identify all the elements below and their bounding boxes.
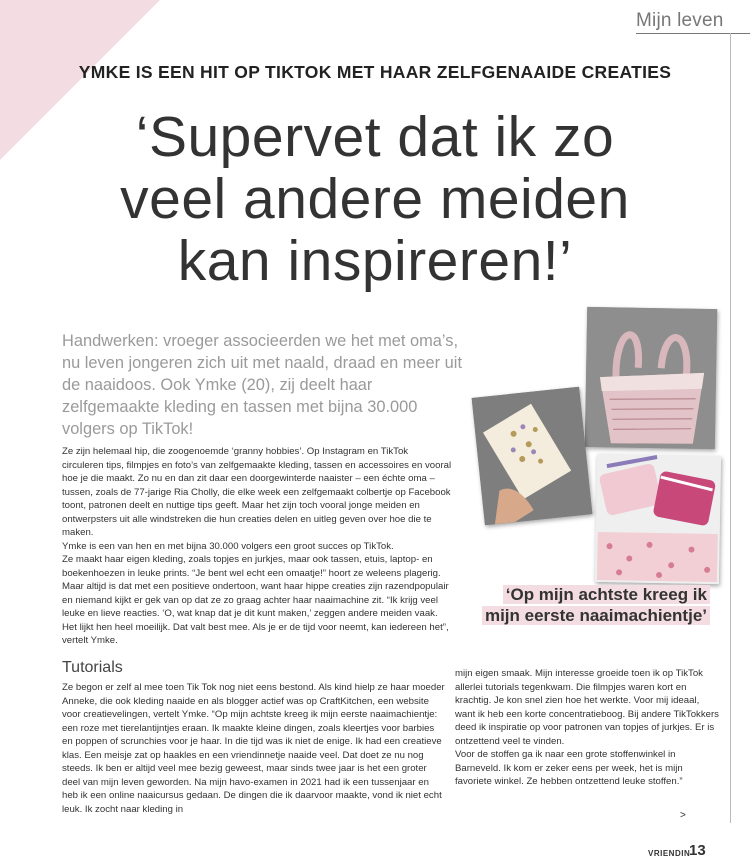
book-cover-illustration [472,387,593,526]
body-paragraph: Ze begon er zelf al mee toen Tik Tok nog niet eens bestond. Als kind hielp ze haar moeder Anneke, die ook kleding naaide en als blogger actief was op CraftKitchen, een website voor creatievelingen, vertelt Ymke. “Op mijn achtste kreeg ik mijn eerste naaimachientje: een roze met tierelantijntjes eraan. Ik maakte kleine dingen, zoals kleertjes voor barbies en poppen of scrunchies voor je haar. In die tijd was ik niet de enige. Ik had een creatieve klas. Een meisje zat op haakles en een vriendinnetje naaide veel. Dat doet ze nu nog steeds. Ik ben er altijd veel mee bezig geweest, maar sinds twee jaar is het een groter deel van mijn leven geworden. Na mijn havo-examen in 2021 had ik een tussenjaar en heb ik een online naaicursus gedaan. De dingen die ik daarvoor maakte, vond ik niet echt leuk. Ik zocht naar kleding in [62,682,445,815]
article-column-left [62,681,447,816]
headline-line: veel andere meiden [120,167,630,231]
continue-arrow: > [680,810,686,821]
magazine-name: VRIENDIN [648,849,691,858]
section-rubric: Mijn leven [636,10,724,31]
headline-line: ‘Supervet dat ik zo [135,105,615,169]
article-headline [20,106,730,292]
body-paragraph: Voor de stoffen ga ik naar een grote stoffenwinkel in Barneveld. Ik kom er zeker eens per week, het is mijn favoriete winkel. Ze hebben ontzettend leuke stoffen.” [455,749,683,787]
tote-bag-illustration [585,307,717,449]
article-kicker: YMKE IS EEN HIT OP TIKTOK MET HAAR ZELFGENAAIDE CREATIES [78,62,672,82]
page-edge-line [730,33,731,823]
body-paragraph: mijn eigen smaak. Mijn interesse groeide toen ik op TikTok allerlei tutorials tegenkwam. Die filmpjes waren kort en krachtig. Je kon snel zien hoe het werkte. Voor mij ideaal, want ik heb een korte concentratieboog. Bij andere TikTokkers deed ik inspiratie op voor patronen van topjes of jurkjes. Er is ontzettend veel te vinden. [455,668,719,747]
pull-quote [470,584,710,626]
section-subhead: Tutorials [62,659,123,676]
photo-book-cover [472,387,593,526]
body-paragraph: Ymke is een van hen en met bijna 30.000 volgers een groot succes op TikTok. [62,540,394,552]
page-number: 13 [689,842,706,859]
body-paragraph: Ze zijn helemaal hip, die zoogenoemde ‘granny hobbies’. Op Instagram en TikTok circuleren tips, filmpjes en foto’s van zelfgemaakte kleding, tassen en accessoires en vooral hoe je die maakt. Zo nu en dan zit daar een doorgewinterde naaister – een échte oma – tussen, zoals de 77-jarige Ria Cholly, die elke week een zelfgemaakt colbertje op Facebook toont, patronen deelt en nuttige tips geeft. Maar het zijn toch vooral jonge meiden en ontwerpsters uit alle windstreken die hun creaties delen en uitleg geven over hoe die te maken. [62,446,452,538]
pouches-illustration [595,454,721,584]
rubric-underline [636,33,750,34]
article-intro: Handwerken: vroeger associeerden we het met oma’s, nu leven jongeren zich uit met naald, draad en meer uit de naaidoos. Ook Ymke (20), zij deelt haar zelfgemaakte kleding en tassen met bijna 30.000 volgers op TikTok! [62,332,462,438]
body-paragraph: Ze maakt haar eigen kleding, zoals topjes en jurkjes, maar ook tassen, etuis, laptop- en boekenhoezen in leuke prints. “Je bent wel echt een omaatje!” hoort ze weleens plagerig. Maar altijd is dat met een positieve ondertoon, want haar hippe creaties zijn razendpopulair en niemand kijkt er gek van op dat ze zo graag achter haar naaimachine zit. “Ik krijg veel leuke en lieve reacties. ‘O, wat knap dat je dit kunt maken,’ zeggen andere meiden vaak. Het lijkt hen heel moeilijk. Dat valt best mee. Als je er de tijd voor neemt, kan iedereen het”, vertelt Ymke. [62,554,449,646]
article-body-top [62,445,452,648]
photo-pouches [595,454,721,584]
pull-quote-text: ‘Op mijn achtste kreeg ik mijn eerste naaimachientje’ [482,585,710,625]
article-column-right [455,667,720,789]
photo-tote-bag [585,307,717,449]
headline-line: kan inspireren!’ [177,229,573,293]
